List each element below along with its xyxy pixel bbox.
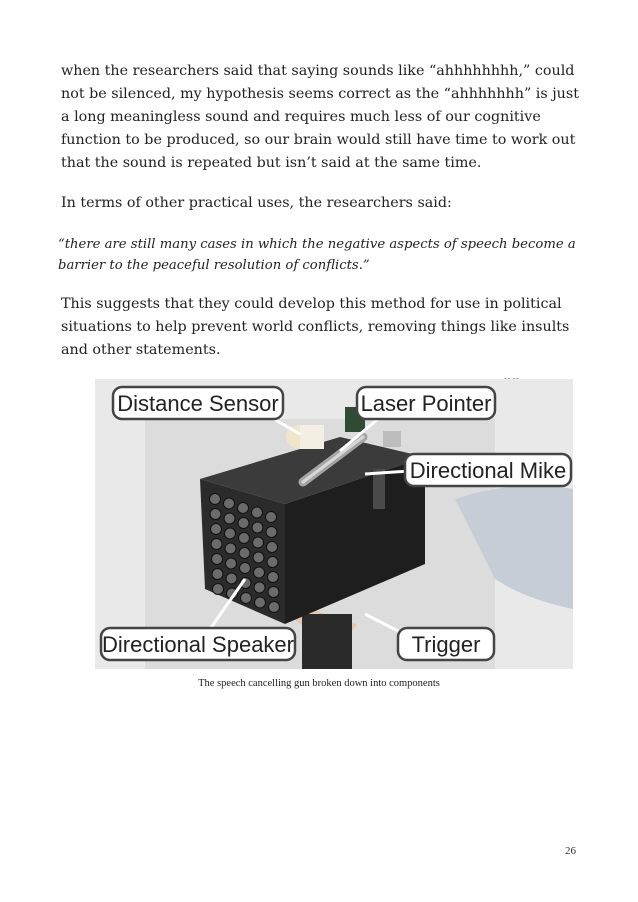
speaker-cell xyxy=(266,512,277,523)
speaker-cell xyxy=(255,597,266,608)
speaker-cell xyxy=(254,567,265,578)
speaker-cell xyxy=(268,572,279,583)
speaker-cell xyxy=(252,522,263,533)
speaker-cell xyxy=(224,513,235,524)
speaker-cell xyxy=(266,527,277,538)
speaker-cell xyxy=(252,507,263,518)
speaker-cell xyxy=(225,543,236,554)
label-directional-speaker xyxy=(101,628,295,660)
speaker-cell xyxy=(267,557,278,568)
label-directional-speaker-text: Directional Speaker xyxy=(102,632,294,657)
body-paragraph-3: This suggests that they could develop this method for use in political situations to help prevent world conflicts, removing things like insults and other statements. xyxy=(61,296,570,358)
speaker-cell xyxy=(268,587,279,598)
speaker-cell xyxy=(267,542,278,553)
speaker-cell xyxy=(241,593,252,604)
body-paragraph-2: In terms of other practical uses, the researchers said: xyxy=(61,195,452,211)
speaker-cell xyxy=(211,524,222,535)
speaker-cell xyxy=(269,602,280,613)
speaker-cell xyxy=(239,533,250,544)
speaker-cell xyxy=(213,584,224,595)
speaker-cell xyxy=(210,494,221,505)
label-laser-pointer xyxy=(357,387,495,419)
speaker-cell xyxy=(238,503,249,514)
figure-caption: The speech cancelling gun broken down into components xyxy=(198,678,440,689)
speaker-cell xyxy=(240,563,251,574)
speech-jammer-illustration xyxy=(95,379,573,669)
label-distance-sensor-text: Distance Sensor xyxy=(117,391,279,416)
label-trigger xyxy=(398,628,494,660)
speaker-cell xyxy=(225,528,236,539)
device-figure xyxy=(95,379,573,669)
speaker-cell xyxy=(226,558,237,569)
speaker-cell xyxy=(239,548,250,559)
speaker-cell xyxy=(253,537,264,548)
page-number: 26 xyxy=(565,845,576,857)
label-distance-sensor xyxy=(113,387,283,419)
speaker-cell xyxy=(212,569,223,580)
speaker-cell xyxy=(224,498,235,509)
speaker-cell xyxy=(226,573,237,584)
body-paragraph-1: when the researchers said that saying sounds like “ahhhhhhhh,” could not be silenced, my hypothesis seems correct as the “ahhhhhhh” is just a long meaningless sound and requires much less of our cognitive function to be produced, so our brain would still have time to work out that the sound is repeated but isn’t said at the same time. xyxy=(61,63,579,171)
speaker-cell xyxy=(253,552,264,563)
speaker-cell xyxy=(210,509,221,520)
quote-paragraph: “there are still many cases in which the negative aspects of speech become a barrier to the peaceful resolution of conflicts.” xyxy=(58,237,576,273)
speaker-cell xyxy=(212,554,223,565)
label-laser-pointer-text: Laser Pointer xyxy=(360,391,492,416)
speaker-cell xyxy=(238,518,249,529)
label-directional-mike xyxy=(405,454,571,486)
speaker-cell xyxy=(211,539,222,550)
label-directional-mike-text: Directional Mike xyxy=(409,458,567,483)
label-trigger-text: Trigger xyxy=(411,632,481,657)
speaker-cell xyxy=(254,582,265,593)
